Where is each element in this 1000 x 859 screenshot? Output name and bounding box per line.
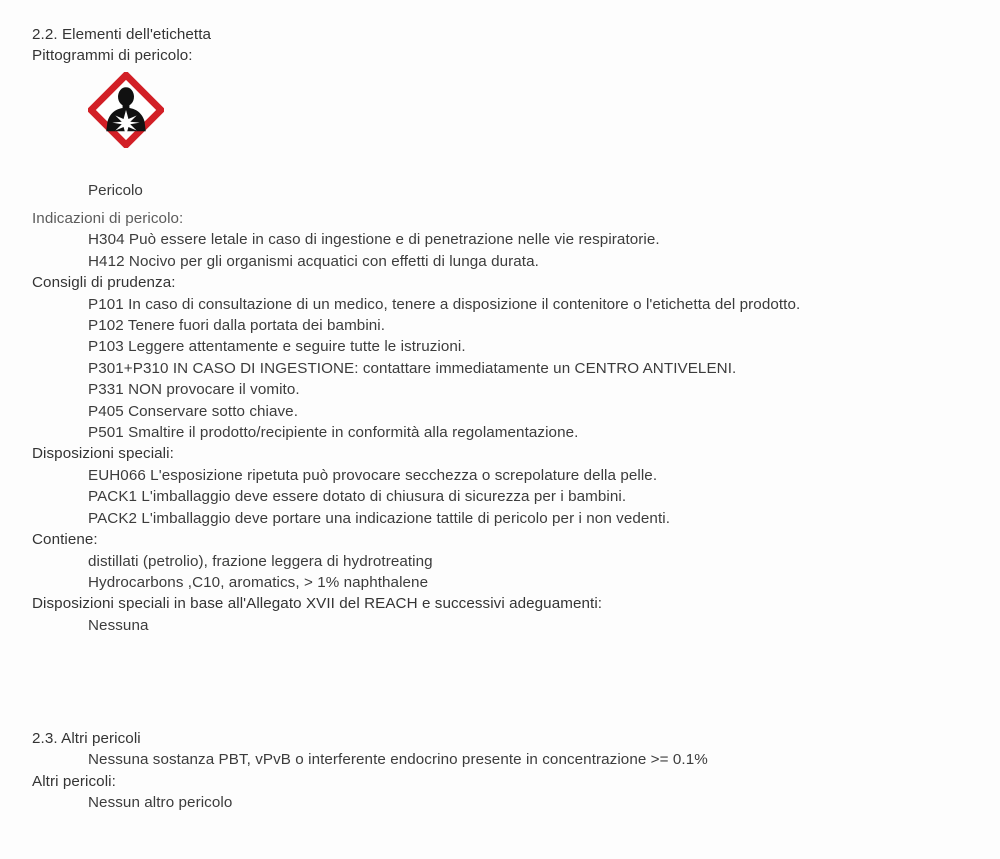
special-provision-item: EUH066 L'esposizione ripetuta può provocare secchezza o screpolature della pelle.: [88, 466, 658, 484]
precautionary-statement-item: P102 Tenere fuori dalla portata dei bambini.: [88, 317, 386, 335]
contains-item: Hydrocarbons ,C10, aromatics, > 1% naphthalene: [88, 573, 429, 591]
special-provision-item: PACK1 L'imballaggio deve essere dotato di chiusura di sicurezza per i bambini.: [88, 488, 627, 506]
precautionary-statement-item: P103 Leggere attentamente e seguire tutte le istruzioni.: [88, 338, 466, 356]
other-hazards-heading: Altri pericoli:: [32, 772, 116, 790]
signal-word: Pericolo: [88, 182, 143, 199]
section-title-2-2: 2.2. Elementi dell'etichetta: [32, 26, 212, 43]
ghs08-health-hazard-icon: [88, 72, 164, 148]
precautionary-statement-item: P405 Conservare sotto chiave.: [88, 402, 298, 420]
hazard-information-body: [0, 208, 1000, 636]
hazard-statement-item: H412 Nocivo per gli organismi acquatici con effetti di lunga durata.: [88, 252, 539, 270]
contains-item: distillati (petrolio), frazione leggera di hydrotreating: [88, 552, 433, 570]
label-elements-section-header: [0, 24, 1000, 67]
special-provisions-heading: Disposizioni speciali:: [32, 445, 174, 463]
reach-annex-item: Nessuna: [88, 616, 149, 634]
other-hazards-item: Nessun altro pericolo: [88, 794, 233, 812]
precautionary-statements-heading: Consigli di prudenza:: [32, 274, 176, 292]
other-hazards-section: [0, 728, 1000, 814]
precautionary-statement-item: P101 In caso di consultazione di un medico, tenere a disposizione il contenitore o l'etichetta del prodotto.: [88, 295, 801, 313]
hazard-statements-heading: Indicazioni di pericolo:: [32, 210, 184, 227]
section-title-2-3: 2.3. Altri pericoli: [32, 730, 141, 747]
reach-annex-heading: Disposizioni speciali in base all'Allegato XVII del REACH e successivi adeguamenti:: [32, 595, 603, 613]
contains-heading: Contiene:: [32, 531, 98, 549]
precautionary-statement-item: P301+P310 IN CASO DI INGESTIONE: contattare immediatamente un CENTRO ANTIVELENI.: [88, 359, 737, 377]
pictogram-area: [0, 72, 1000, 201]
other-hazards-statement: Nessuna sostanza PBT, vPvB o interferente endocrino presente in concentrazione >= 0.1%: [88, 751, 708, 769]
special-provision-item: PACK2 L'imballaggio deve portare una indicazione tattile di pericolo per i non vedenti.: [88, 509, 670, 527]
precautionary-statement-item: P331 NON provocare il vomito.: [88, 381, 300, 399]
pictogram-label: Pittogrammi di pericolo:: [32, 47, 193, 65]
pictogram-row: [88, 72, 1000, 148]
hazard-statement-item: H304 Può essere letale in caso di ingestione e di penetrazione nelle vie respiratorie.: [88, 231, 660, 249]
precautionary-statement-item: P501 Smaltire il prodotto/recipiente in conformità alla regolamentazione.: [88, 424, 579, 442]
